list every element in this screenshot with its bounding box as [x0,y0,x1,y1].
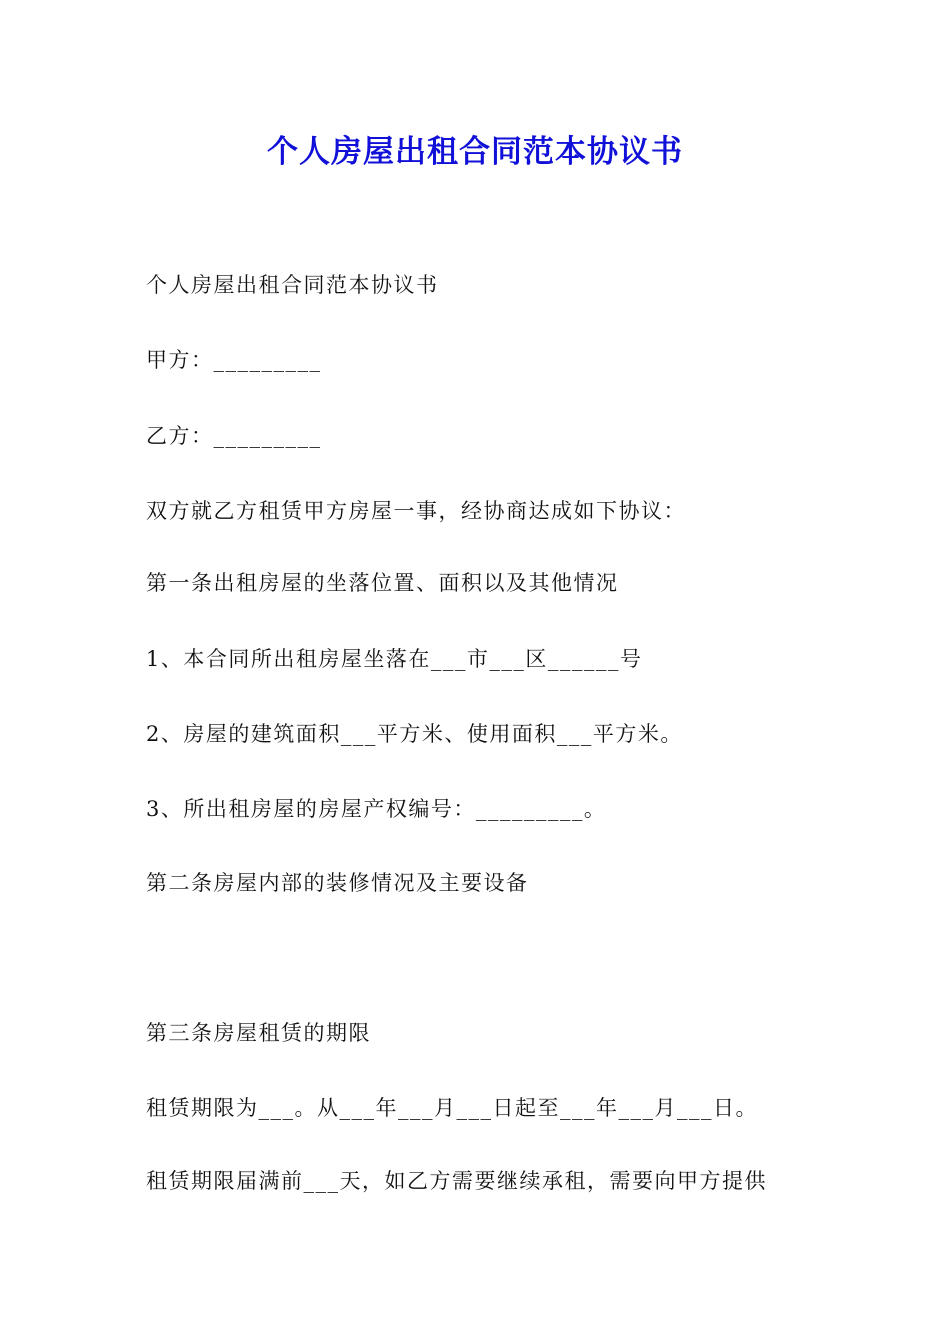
paragraph-lease-renewal: 租赁期限届满前___天，如乙方需要继续承租，需要向甲方提供 [146,1169,767,1193]
paragraph-item-2: 2、房屋的建筑面积___平方米、使用面积___平方米。 [146,722,683,746]
paragraph-item-1: 1、本合同所出租房屋坐落在___市___区______号 [146,647,643,671]
paragraph-article-1: 第一条出租房屋的坐落位置、面积以及其他情况 [146,571,619,595]
document-title: 个人房屋出租合同范本协议书 [267,134,683,170]
paragraph-lease-term: 租赁期限为___。从___年___月___日起至___年___月___日。 [146,1096,758,1120]
paragraph-article-3: 第三条房屋租赁的期限 [146,1021,371,1045]
paragraph-party-b: 乙方：_________ [146,424,322,448]
paragraph-item-3: 3、所出租房屋的房屋产权编号：_________。 [146,797,607,821]
paragraph-party-a: 甲方：_________ [146,348,322,372]
paragraph-agreement-intro: 双方就乙方租赁甲方房屋一事，经协商达成如下协议： [146,499,686,523]
paragraph-heading: 个人房屋出租合同范本协议书 [146,273,439,297]
paragraph-article-2: 第二条房屋内部的装修情况及主要设备 [146,871,529,895]
